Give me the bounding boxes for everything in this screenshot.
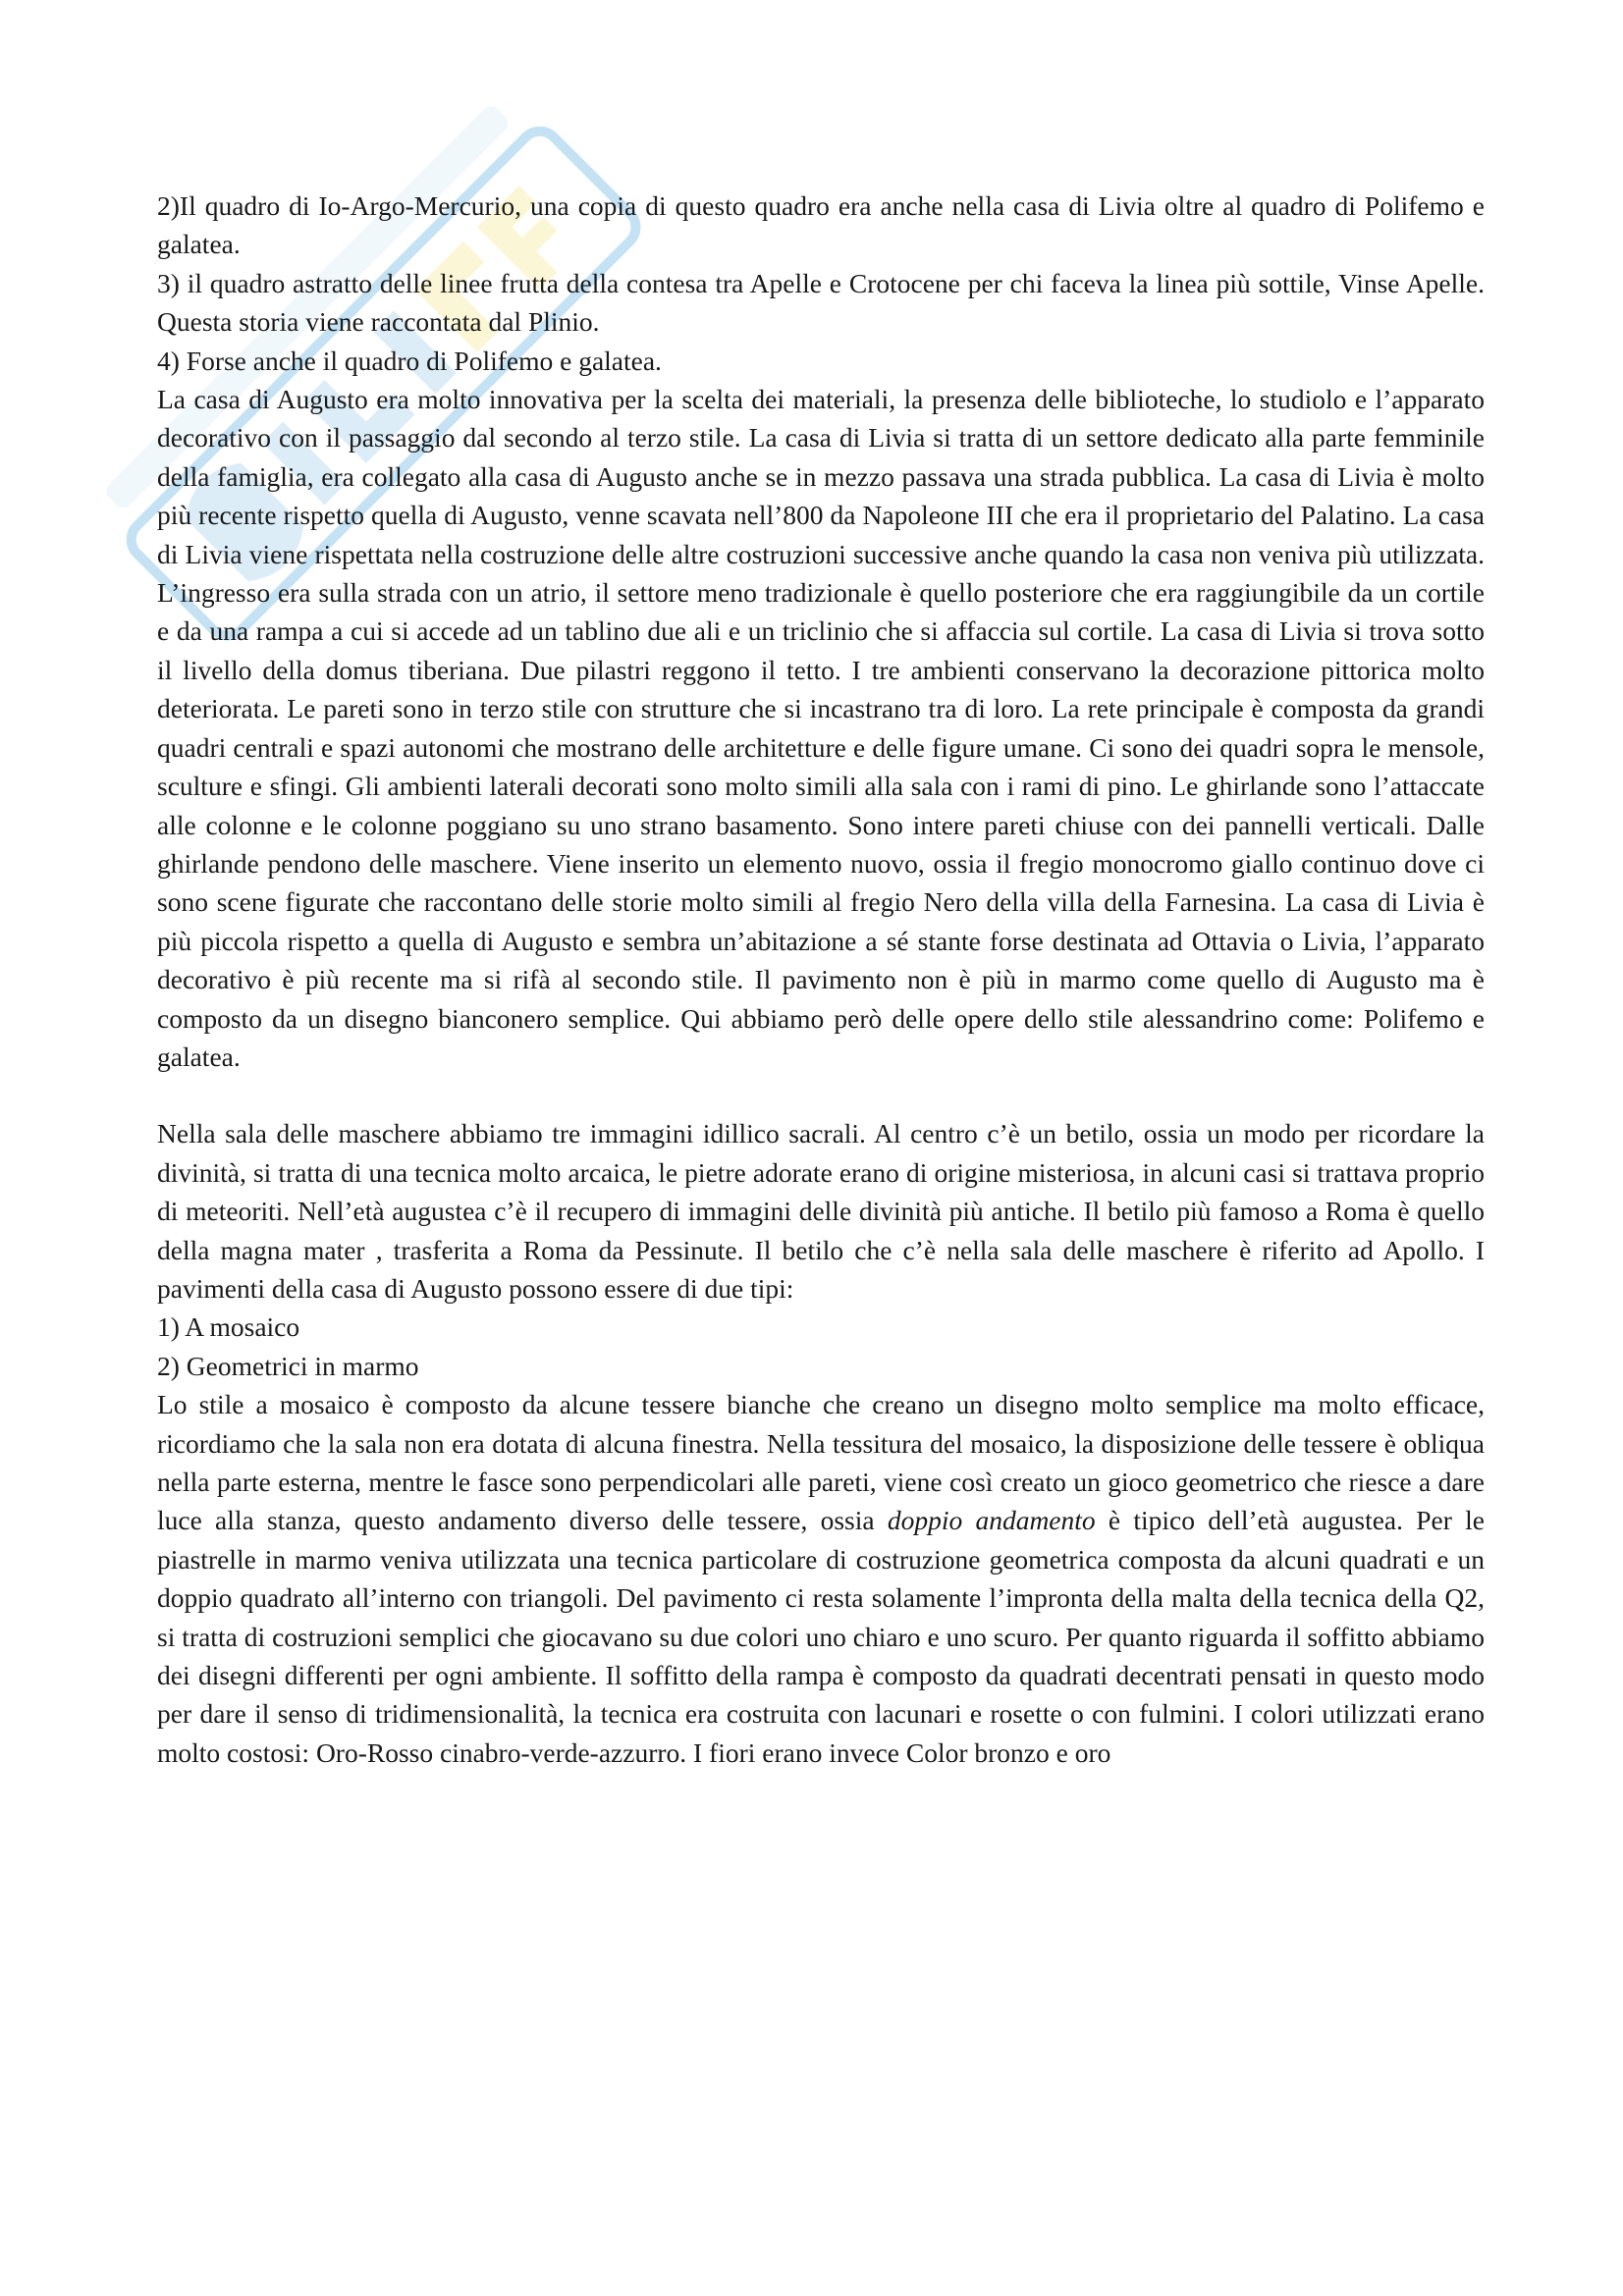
emphasis-doppio-andamento: doppio andamento: [887, 1505, 1096, 1536]
paragraph-text-after: è tipico dell’età augustea. Per le piastrelle in marmo veniva utilizzata una tecnica particolare di costruzione geometrica composta da alcuni quadrati e un doppio quadrato all’interno con triangoli. Del pavimento ci resta solamente l’impronta della malta della tecnica della Q2, si tratta di costruzioni semplici che giocavano su due colori uno chiaro e uno scuro. Per quanto riguarda il soffitto abbiamo dei disegni differenti per ogni ambiente. Il soffitto della rampa è composto da quadrati decentrati pensati in questo modo per dare il senso di tridimensionalità, la tecnica era costruita con lacunari e rosette o con fulmini. I colori utilizzati erano molto costosi: Oro-Rosso cinabro-verde-azzurro. I fiori erano invece Color bronzo e oro: [157, 1505, 1485, 1768]
list-item-marmo: 2) Geometrici in marmo: [157, 1350, 419, 1381]
paragraph-item-4: 4) Forse anche il quadro di Polifemo e galatea.: [157, 345, 662, 376]
list-item-mosaico: 1) A mosaico: [157, 1311, 300, 1343]
paragraph-item-2: 2)Il quadro di Io-Argo-Mercurio, una copia di questo quadro era anche nella casa di Livia oltre al quadro di Polifemo e galatea.: [157, 190, 1485, 260]
paragraph-gap: [157, 1076, 1485, 1114]
paragraph-stile-mosaico: [157, 1385, 1485, 1772]
paragraph-text-before: Lo stile a mosaico è composto da alcune tessere bianche che creano un disegno molto semplice ma molto efficace, ricordiamo che la sala non era dotata di alcuna finestra. Nella tessitura del mosaico, la disposizione delle tessere è obliqua nella parte esterna, mentre le fasce sono perpendicolari alle pareti, viene così creato un gioco geometrico che riesce a dare luce alla stanza, questo andamento diverso delle tessere, ossia: [157, 1389, 1485, 1536]
document-body: [157, 187, 1485, 1772]
paragraph-item-3: 3) il quadro astratto delle linee frutta della contesa tra Apelle e Crotocene per chi faceva la linea più sottile, Vinse Apelle. Questa storia viene raccontata dal Plinio.: [157, 267, 1485, 338]
paragraph-sala-maschere: Nella sala delle maschere abbiamo tre immagini idillico sacrali. Al centro c’è un betilo, ossia un modo per ricordare la divinità, si tratta di una tecnica molto arcaica, le pietre adorate erano di origine misteriosa, in alcuni casi si trattava proprio di meteoriti. Nell’età augustea c’è il recupero di immagini delle divinità più antiche. Il betilo più famoso a Roma è quello della magna mater , trasferita a Roma da Pessinute. Il betilo che c’è nella sala delle maschere è riferito ad Apollo. I pavimenti della casa di Augusto possono essere di due tipi:: [157, 1118, 1485, 1304]
paragraph-casa-augusto-livia: La casa di Augusto era molto innovativa per la scelta dei materiali, la presenza delle biblioteche, lo studiolo e l’apparato decorativo con il passaggio dal secondo al terzo stile. La casa di Livia si tratta di un settore dedicato alla parte femminile della famiglia, era collegato alla casa di Augusto anche se in mezzo passava una strada pubblica. La casa di Livia è molto più recente rispetto quella di Augusto, venne scavata nell’800 da Napoleone III che era il proprietario del Palatino. La casa di Livia viene rispettata nella costruzione delle altre costruzioni successive anche quando la casa non veniva più utilizzata. L’ingresso era sulla strada con un atrio, il settore meno tradizionale è quello posteriore che era raggiungibile da un cortile e da una rampa a cui si accede ad un tablino due ali e un triclinio che si affaccia sul cortile. La casa di Livia si trova sotto il livello della domus tiberiana. Due pilastri reggono il tetto. I tre ambienti conservano la decorazione pittorica molto deteriorata. Le pareti sono in terzo stile con strutture che si incastrano tra di loro. La rete principale è composta da grandi quadri centrali e spazi autonomi che mostrano delle architetture e delle figure umane. Ci sono dei quadri sopra le mensole, sculture e sfingi. Gli ambienti laterali decorati sono molto simili alla sala con i rami di pino. Le ghirlande sono l’attaccate alle colonne e le colonne poggiano su uno strano basamento. Sono intere pareti chiuse con dei pannelli verticali. Dalle ghirlande pendono delle maschere. Viene inserito un elemento nuovo, ossia il fregio monocromo giallo continuo dove ci sono scene figurate che raccontano delle storie molto simili al fregio Nero della villa della Farnesina. La casa di Livia è più piccola rispetto a quella di Augusto e sembra un’abitazione a sé stante forse destinata ad Ottavia o Livia, l’apparato decorativo è più recente ma si rifà al secondo stile. Il pavimento non è più in marmo come quello di Augusto ma è composto da un disegno bianconero semplice. Qui abbiamo però delle opere dello stile alessandrino come: Polifemo e galatea.: [157, 384, 1485, 1072]
